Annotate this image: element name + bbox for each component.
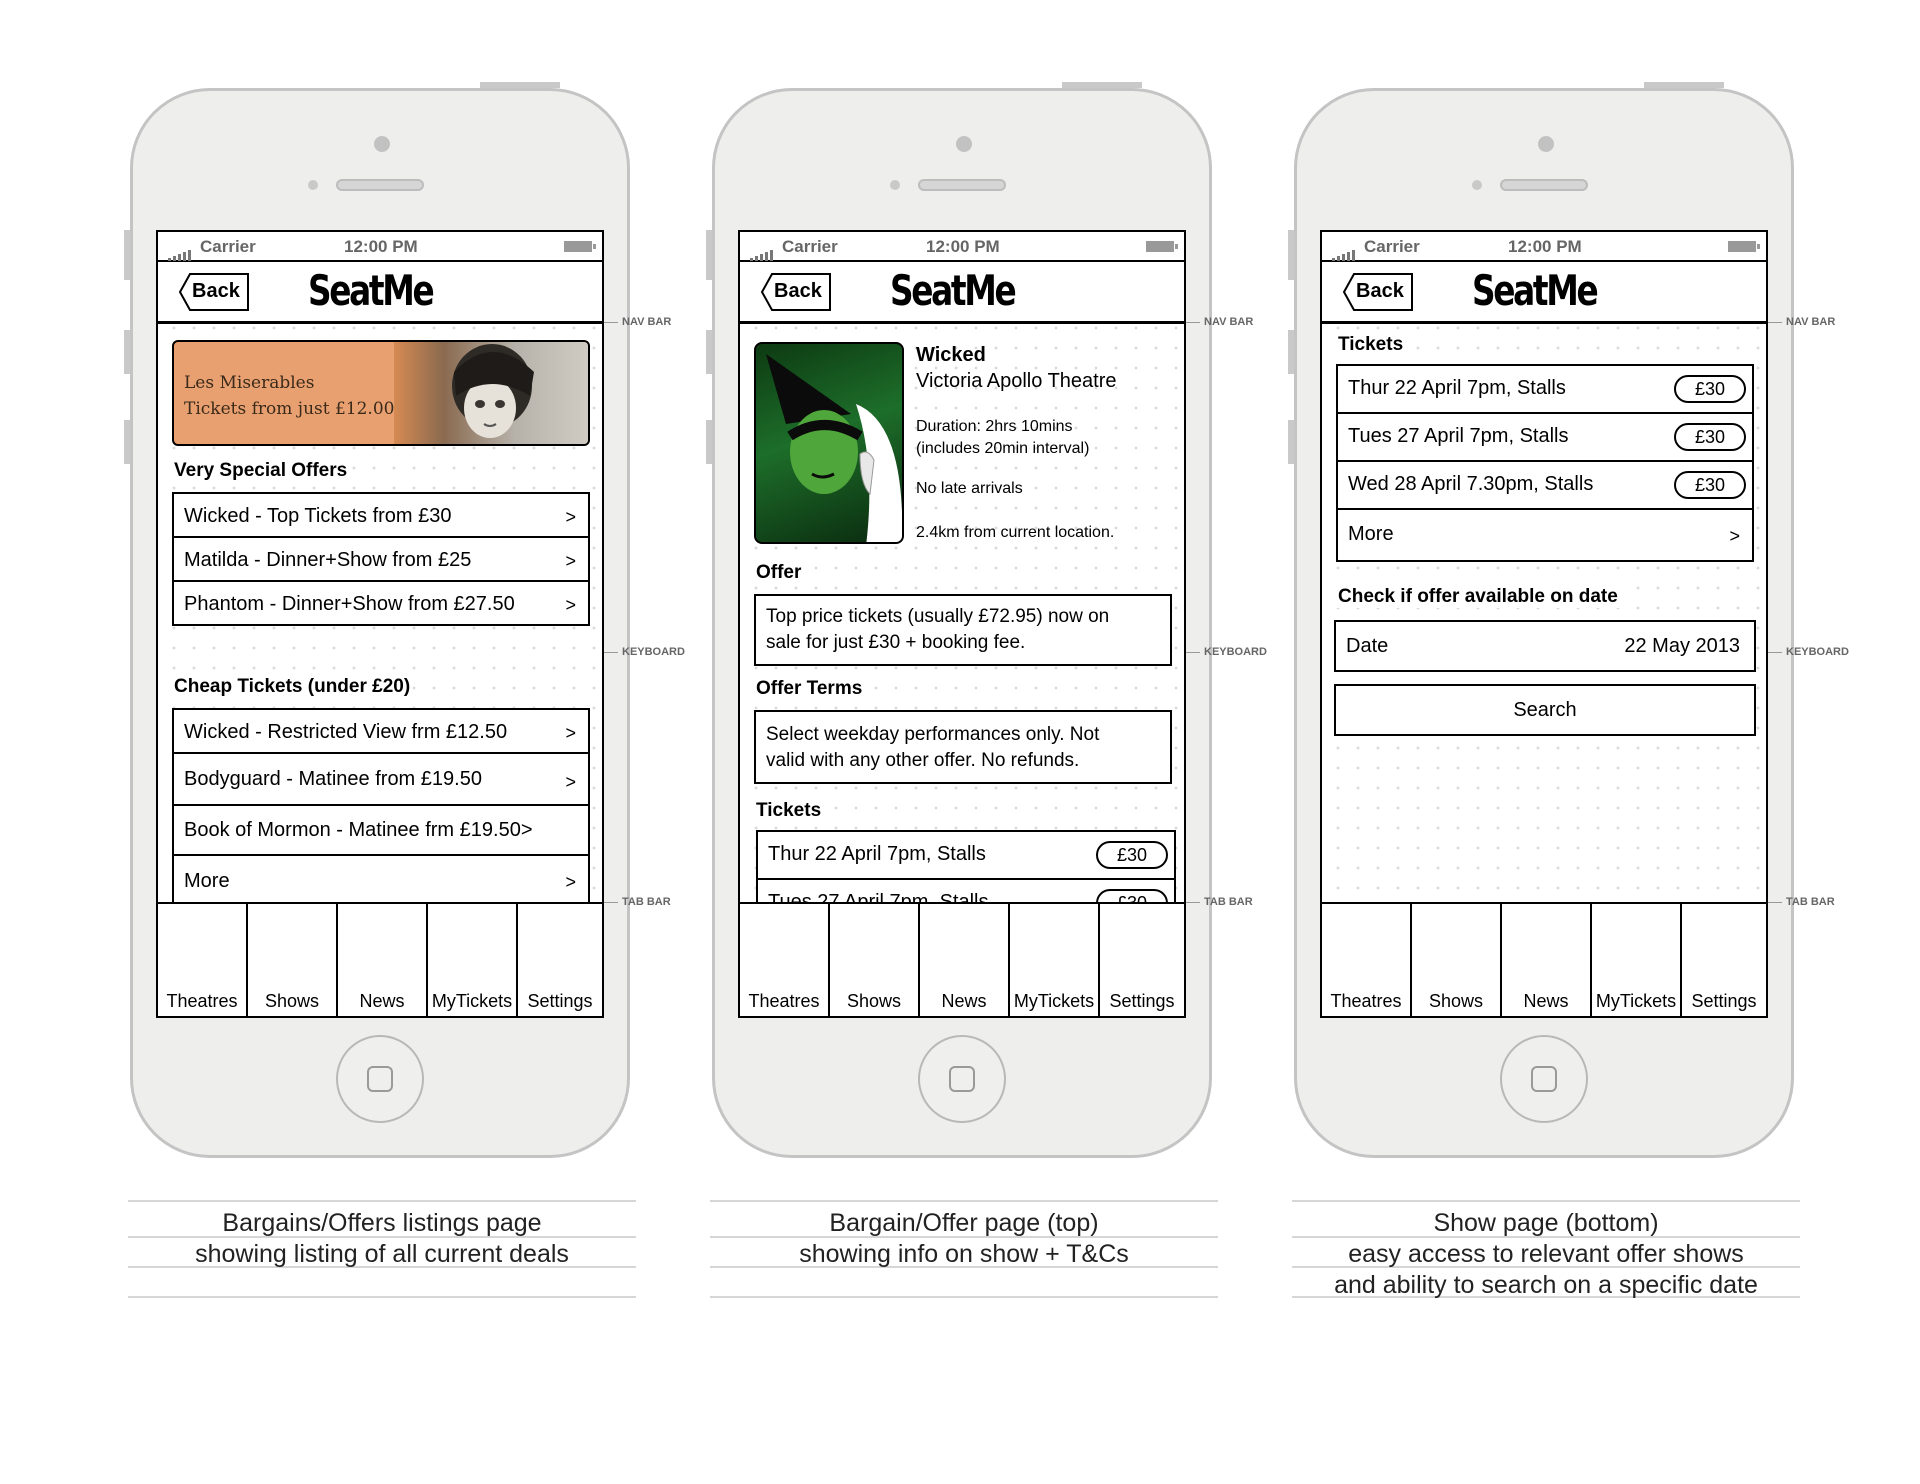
home-square-icon: [1531, 1066, 1557, 1092]
app-logo: SeatMe: [1472, 266, 1597, 315]
back-button[interactable]: [178, 272, 248, 310]
caption-rule: [710, 1200, 1218, 1202]
offer-label: Matilda - Dinner+Show from £25: [184, 549, 472, 571]
banner-title: Les Miserables: [184, 373, 315, 393]
caption-rule: [128, 1296, 636, 1298]
home-button[interactable]: [1500, 1035, 1588, 1123]
sensor: [890, 180, 900, 190]
late-arrival-note: No late arrivals: [916, 480, 1023, 497]
nav-bar: [158, 262, 602, 324]
chevron-right-icon: >: [1729, 526, 1740, 546]
duration-line: Duration: 2hrs 10mins: [916, 418, 1073, 435]
tab-shows[interactable]: [248, 904, 338, 1018]
banner-price: Tickets from just £12.00: [184, 399, 395, 419]
tab-label: Shows: [264, 991, 320, 1011]
caption: [128, 1208, 636, 1270]
ticket-label: Thur 22 April 7pm, Stalls: [768, 843, 986, 865]
price-badge: £30: [1674, 471, 1746, 499]
offer-description: [754, 594, 1172, 666]
annotation-tick: [1186, 902, 1200, 903]
tab-theatres[interactable]: [740, 904, 830, 1018]
chevron-right-icon: >: [565, 723, 576, 743]
battery-icon: [1728, 241, 1756, 252]
tab-bar: [740, 902, 1184, 1018]
offer-heading: Offer: [756, 562, 802, 583]
clock: 12:00 PM: [926, 237, 1000, 256]
section-heading-cheap: Cheap Tickets (under £20): [174, 676, 411, 697]
more-label: More: [184, 870, 230, 892]
status-bar: [158, 232, 602, 262]
terms-text-line: valid with any other offer. No refunds.: [766, 750, 1080, 771]
chevron-right-icon: >: [565, 551, 576, 571]
annotation-tick: [1768, 322, 1782, 323]
terms-heading: Offer Terms: [756, 678, 863, 699]
offer-row[interactable]: [172, 752, 590, 806]
annotation-tick: [604, 902, 618, 903]
tab-label: MyTickets: [1595, 991, 1677, 1011]
speaker: [918, 179, 1006, 191]
tab-mytickets[interactable]: [428, 904, 518, 1018]
date-label: Date: [1346, 635, 1389, 657]
caption-rule: [710, 1296, 1218, 1298]
date-value: 22 May 2013: [1624, 635, 1740, 657]
tab-bar: [1322, 902, 1766, 1018]
offer-row[interactable]: [172, 708, 590, 754]
tab-settings[interactable]: [1100, 904, 1184, 1018]
cosette-illustration-icon: [394, 342, 590, 444]
chevron-right-icon: >: [565, 595, 576, 615]
back-label: Back: [774, 280, 822, 302]
duration-line: (includes 20min interval): [916, 440, 1090, 457]
tab-settings[interactable]: [1682, 904, 1766, 1018]
tab-shows[interactable]: [1412, 904, 1502, 1018]
camera: [1538, 136, 1554, 152]
tab-mytickets[interactable]: [1592, 904, 1682, 1018]
sensor: [1472, 180, 1482, 190]
date-field[interactable]: [1334, 620, 1756, 672]
caption-line: showing info on show + T&Cs: [799, 1240, 1129, 1268]
camera: [374, 136, 390, 152]
check-date-heading: Check if offer available on date: [1338, 586, 1618, 607]
tab-label: Settings: [1109, 991, 1175, 1011]
more-row[interactable]: [172, 854, 590, 906]
annotation-tab-bar: TAB BAR: [622, 896, 671, 908]
annotation-tick: [1186, 322, 1200, 323]
offer-row[interactable]: [172, 804, 590, 856]
tab-label: MyTickets: [1013, 991, 1095, 1011]
search-button[interactable]: [1334, 684, 1756, 736]
offer-row[interactable]: [172, 580, 590, 626]
annotation-keyboard: KEYBOARD: [1786, 646, 1849, 658]
more-row[interactable]: [1336, 508, 1754, 562]
back-label: Back: [192, 280, 240, 302]
nav-bar: [740, 262, 1184, 324]
home-square-icon: [367, 1066, 393, 1092]
tab-news[interactable]: [920, 904, 1010, 1018]
sensor: [308, 180, 318, 190]
back-button[interactable]: [1342, 272, 1412, 310]
les-miserables-artwork: [394, 342, 590, 444]
chevron-right-icon: >: [565, 507, 576, 527]
more-label: More: [1348, 523, 1394, 545]
speaker: [336, 179, 424, 191]
search-label: Search: [1513, 699, 1577, 721]
tab-settings[interactable]: [518, 904, 602, 1018]
back-label: Back: [1356, 280, 1404, 302]
caption-rule: [1292, 1200, 1800, 1202]
tab-label: Shows: [846, 991, 902, 1011]
home-button[interactable]: [336, 1035, 424, 1123]
signal-icon: [750, 241, 775, 261]
tickets-heading: Tickets: [1338, 334, 1404, 355]
offer-row[interactable]: [172, 492, 590, 538]
offer-row[interactable]: [172, 536, 590, 582]
annotation-tab-bar: TAB BAR: [1786, 896, 1835, 908]
camera: [956, 136, 972, 152]
status-bar: [1322, 232, 1766, 262]
offer-text-line: Top price tickets (usually £72.95) now on: [766, 606, 1110, 627]
ticket-label: Tues 27 April 7pm, Stalls: [1348, 425, 1569, 447]
phone-show-page: [1266, 0, 1866, 1484]
status-bar: [740, 232, 1184, 262]
price-badge: £30: [1674, 375, 1746, 403]
offer-label: Wicked - Restricted View frm £12.50: [184, 721, 508, 743]
screen: [1320, 230, 1768, 1018]
tab-label: News: [941, 991, 987, 1011]
section-heading-special: Very Special Offers: [174, 460, 348, 481]
battery-icon: [1146, 241, 1174, 252]
show-poster: [754, 342, 904, 544]
annotation-nav-bar: NAV BAR: [1786, 316, 1836, 328]
ticket-label: Thur 22 April 7pm, Stalls: [1348, 377, 1566, 399]
ticket-label: Wed 28 April 7.30pm, Stalls: [1348, 473, 1594, 495]
ticket-row[interactable]: [1336, 364, 1754, 414]
show-duration: [916, 416, 1089, 460]
caption-line: Show page (bottom): [1433, 1209, 1659, 1237]
tab-label: Settings: [527, 991, 593, 1011]
terms-text: [766, 722, 1099, 774]
nav-bar: [1322, 262, 1766, 324]
tab-shows[interactable]: [830, 904, 920, 1018]
caption-line: showing listing of all current deals: [195, 1240, 569, 1268]
annotation-nav-bar: NAV BAR: [622, 316, 672, 328]
tab-label: Settings: [1691, 991, 1757, 1011]
chevron-right-icon: >: [565, 772, 576, 792]
ticket-row[interactable]: [1336, 412, 1754, 462]
offer-label: Bodyguard - Matinee from £19.50: [184, 768, 482, 790]
app-logo: SeatMe: [308, 266, 433, 315]
tab-label: Shows: [1428, 991, 1484, 1011]
ticket-row[interactable]: [756, 830, 1176, 880]
signal-icon: [168, 241, 193, 261]
phone-offers-listing: [102, 0, 702, 1484]
price-badge: £30: [1096, 841, 1168, 869]
tab-label: Theatres: [166, 991, 238, 1011]
witch-illustration-icon: [756, 344, 904, 544]
chevron-right-icon: >: [565, 872, 576, 892]
screen: [738, 230, 1186, 1018]
tab-theatres[interactable]: [158, 904, 248, 1018]
tab-label: News: [359, 991, 405, 1011]
speaker: [1500, 179, 1588, 191]
venue-name: Victoria Apollo Theatre: [916, 370, 1117, 392]
annotation-nav-bar: NAV BAR: [1204, 316, 1254, 328]
annotation-keyboard: KEYBOARD: [622, 646, 685, 658]
tab-label: Theatres: [1330, 991, 1402, 1011]
home-square-icon: [949, 1066, 975, 1092]
show-title: Wicked: [916, 344, 986, 366]
caption: [1292, 1208, 1800, 1301]
carrier-label: Carrier: [200, 237, 256, 256]
back-button[interactable]: [760, 272, 830, 310]
caption-line: easy access to relevant offer shows: [1348, 1240, 1744, 1268]
phone-offer-detail: [684, 0, 1284, 1484]
offer-text: [766, 604, 1109, 656]
offer-text-line: sale for just £30 + booking fee.: [766, 632, 1026, 653]
tab-label: MyTickets: [431, 991, 513, 1011]
annotation-tick: [1186, 652, 1200, 653]
screen: [156, 230, 604, 1018]
tab-label: Theatres: [748, 991, 820, 1011]
home-button[interactable]: [918, 1035, 1006, 1123]
offer-label: Book of Mormon - Matinee frm £19.50>: [184, 819, 533, 841]
terms-text-line: Select weekday performances only. Not: [766, 724, 1100, 745]
clock: 12:00 PM: [344, 237, 418, 256]
annotation-tick: [1768, 902, 1782, 903]
annotation-tick: [604, 322, 618, 323]
caption-line: Bargain/Offer page (top): [829, 1209, 1099, 1237]
tab-label: News: [1523, 991, 1569, 1011]
annotation-tab-bar: TAB BAR: [1204, 896, 1253, 908]
tab-news[interactable]: [338, 904, 428, 1018]
app-logo: SeatMe: [890, 266, 1015, 315]
tab-bar: [158, 902, 602, 1018]
caption-line: and ability to search on a specific date: [1334, 1271, 1758, 1299]
carrier-label: Carrier: [782, 237, 838, 256]
banner-text: [184, 370, 394, 422]
distance-note: 2.4km from current location.: [916, 524, 1115, 541]
battery-icon: [564, 241, 592, 252]
annotation-keyboard: KEYBOARD: [1204, 646, 1267, 658]
tab-mytickets[interactable]: [1010, 904, 1100, 1018]
ticket-row[interactable]: [1336, 460, 1754, 510]
terms-description: [754, 710, 1172, 784]
price-badge: £30: [1674, 423, 1746, 451]
featured-banner[interactable]: [172, 340, 590, 446]
clock: 12:00 PM: [1508, 237, 1582, 256]
carrier-label: Carrier: [1364, 237, 1420, 256]
caption-rule: [128, 1200, 636, 1202]
signal-icon: [1332, 241, 1357, 261]
offer-label: Phantom - Dinner+Show from £27.50: [184, 593, 515, 615]
annotation-tick: [604, 652, 618, 653]
tab-news[interactable]: [1502, 904, 1592, 1018]
caption-line: Bargains/Offers listings page: [222, 1209, 542, 1237]
caption: [710, 1208, 1218, 1270]
offer-label: Wicked - Top Tickets from £30: [184, 505, 452, 527]
tab-theatres[interactable]: [1322, 904, 1412, 1018]
annotation-tick: [1768, 652, 1782, 653]
tickets-heading: Tickets: [756, 800, 822, 821]
